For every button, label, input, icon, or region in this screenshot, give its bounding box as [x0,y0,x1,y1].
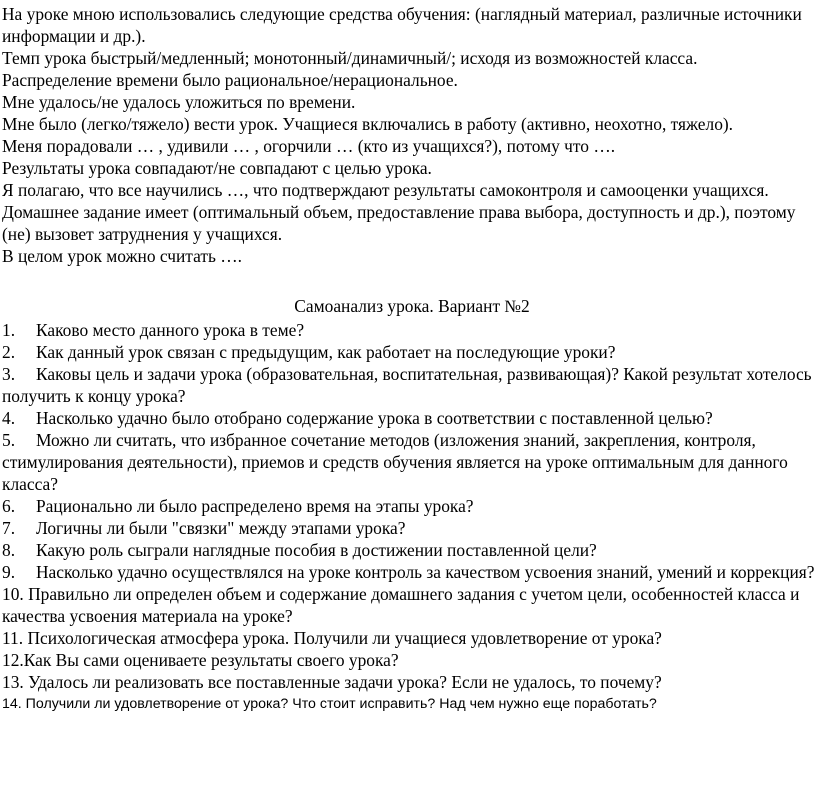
question-item [0,341,816,363]
question-number: 3. [2,364,16,384]
intro-paragraph: Мне удалось/не удалось уложиться по времени. [2,92,356,112]
intro-paragraph: Темп урока быстрый/медленный; монотонный/динамичный/; исходя из возможностей класса. [2,48,698,68]
intro-paragraph: Я полагаю, что все научились …, что подтверждают результаты самоконтроля и самооценки учащихся. [2,180,769,200]
question-item-last: 14. Получили ли удовлетворение от урока? Что стоит исправить? Над чем нужно еще поработать? [2,696,657,712]
question-text: Как данный урок связан с предыдущим, как работает на последующие уроки? [36,342,616,362]
question-number: 2. [2,342,16,362]
question-item [0,561,816,583]
question-text: Рационально ли было распределено время на этапы урока? [36,496,474,516]
question-item [0,319,816,341]
intro-section [0,3,816,267]
question-text: Насколько удачно было отобрано содержание урока в соответствии с поставленной целью? [36,408,713,428]
section-title: Самоанализ урока. Вариант №2 [294,296,530,316]
question-item [0,429,816,495]
question-number: 1. [2,320,16,340]
intro-paragraph: Меня порадовали … , удивили … , огорчили … (кто из учащихся?), потому что …. [2,136,616,156]
intro-paragraph: В целом урок можно считать …. [2,246,243,266]
question-number: 6. [2,496,16,516]
question-text: Каковы цель и задачи урока (образовательная, воспитательная, развивающая)? Какой результат хотелось получить к концу урока? [2,364,812,406]
questions-list [0,319,816,715]
question-item [0,495,816,517]
question-text: Каково место данного урока в теме? [36,320,305,340]
question-item [0,363,816,407]
intro-paragraph: На уроке мною использовались следующие средства обучения: (наглядный материал, различные источники информации и др.). [2,4,802,46]
intro-paragraph: Результаты урока совпадают/не совпадают с целью урока. [2,158,432,178]
question-text: Какую роль сыграли наглядные пособия в достижении поставленной цели? [36,540,597,560]
question-text: Логичны ли были "связки" между этапами урока? [36,518,406,538]
intro-paragraph: Домашнее задание имеет (оптимальный объем, предоставление права выбора, доступность и др.), поэтому (не) вызовет затруднения у учащихся. [2,202,796,244]
intro-paragraph: Распределение времени было рациональное/нерациональное. [2,70,458,90]
question-item [0,539,816,561]
question-item [0,517,816,539]
intro-paragraph: Мне было (легко/тяжело) вести урок. Учащиеся включались в работу (активно, неохотно, тяжело). [2,114,734,134]
question-item [0,407,816,429]
question-item: 10. Правильно ли определен объем и содержание домашнего задания с учетом цели, особенностей класса и качества усвоения материала на уроке? [2,584,800,626]
question-text: Можно ли считать, что избранное сочетание методов (изложения знаний, закрепления, контроля, стимулирования деятельности), приемов и средств обучения является на уроке оптимальным для данного класса? [2,430,788,494]
section-spacer [0,267,816,295]
question-number: 8. [2,540,16,560]
question-item: 11. Психологическая атмосфера урока. Получили ли учащиеся удовлетворение от урока? [2,628,662,648]
question-number: 4. [2,408,16,428]
question-number: 7. [2,518,16,538]
question-item: 12.Как Вы сами оцениваете результаты своего урока? [2,650,399,670]
question-item: 13. Удалось ли реализовать все поставленные задачи урока? Если не удалось, то почему? [2,672,662,692]
question-number: 9. [2,562,16,582]
question-text: Насколько удачно осуществлялся на уроке контроль за качеством усвоения знаний, умений и коррекция? [36,562,815,582]
question-number: 5. [2,430,16,450]
